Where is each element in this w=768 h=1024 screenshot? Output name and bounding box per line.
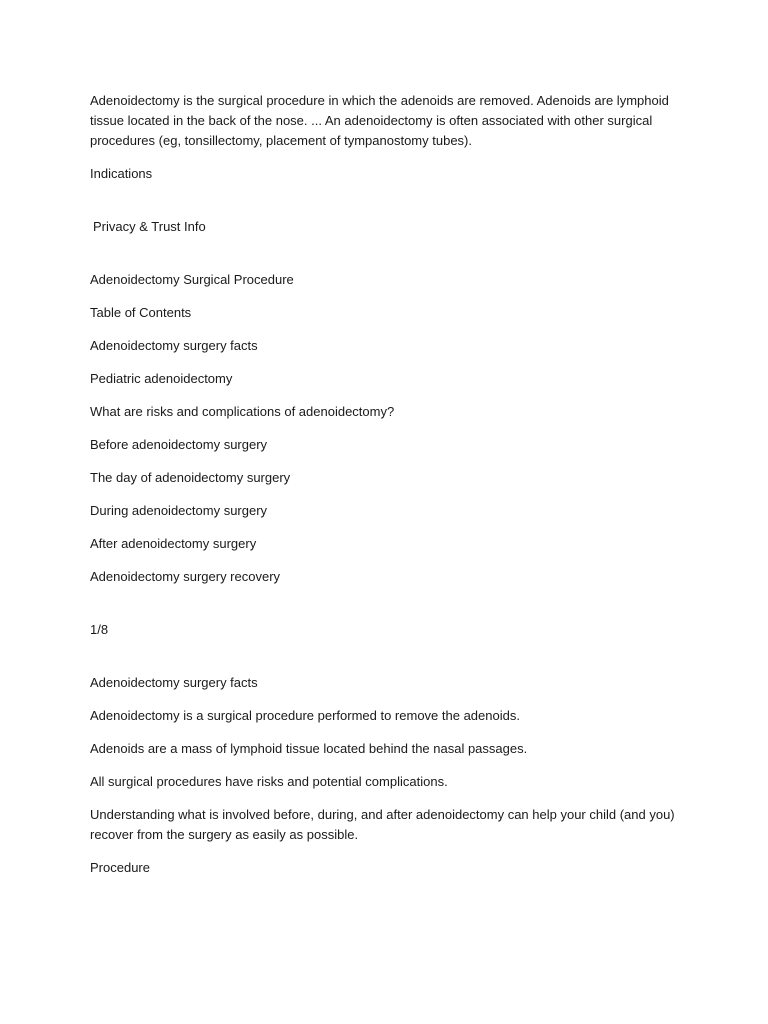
document-page xyxy=(90,91,680,891)
toc-item: What are risks and complications of adenoidectomy? xyxy=(90,404,395,419)
facts-paragraph: Understanding what is involved before, during, and after adenoidectomy can help your child (and you) recover from the surgery as easily as possible. xyxy=(90,807,675,842)
toc-title: Table of Contents xyxy=(90,305,192,320)
privacy-trust-info: Privacy & Trust Info xyxy=(93,219,206,234)
facts-paragraph: Adenoids are a mass of lymphoid tissue located behind the nasal passages. xyxy=(90,741,528,756)
toc-item: Adenoidectomy surgery recovery xyxy=(90,569,281,584)
intro-paragraph: Adenoidectomy is the surgical procedure in which the adenoids are removed. Adenoids are lymphoid tissue located in the back of the nose. ... An adenoidectomy is often associated with other surgical procedures (eg, tonsillectomy, placement of tympanostomy tubes). xyxy=(90,93,669,148)
facts-paragraph: Adenoidectomy is a surgical procedure performed to remove the adenoids. xyxy=(90,708,520,723)
page-number: 1/8 xyxy=(90,622,109,637)
toc-item: The day of adenoidectomy surgery xyxy=(90,470,291,485)
toc-item: During adenoidectomy surgery xyxy=(90,503,268,518)
procedure-label: Procedure xyxy=(90,860,150,875)
toc-item: Pediatric adenoidectomy xyxy=(90,371,233,386)
facts-paragraph: All surgical procedures have risks and potential complications. xyxy=(90,774,448,789)
toc-item: Adenoidectomy surgery facts xyxy=(90,338,258,353)
toc-item: Before adenoidectomy surgery xyxy=(90,437,268,452)
toc-item: After adenoidectomy surgery xyxy=(90,536,257,551)
document-heading: Adenoidectomy Surgical Procedure xyxy=(90,272,294,287)
indications-label: Indications xyxy=(90,166,153,181)
facts-title: Adenoidectomy surgery facts xyxy=(90,675,258,690)
